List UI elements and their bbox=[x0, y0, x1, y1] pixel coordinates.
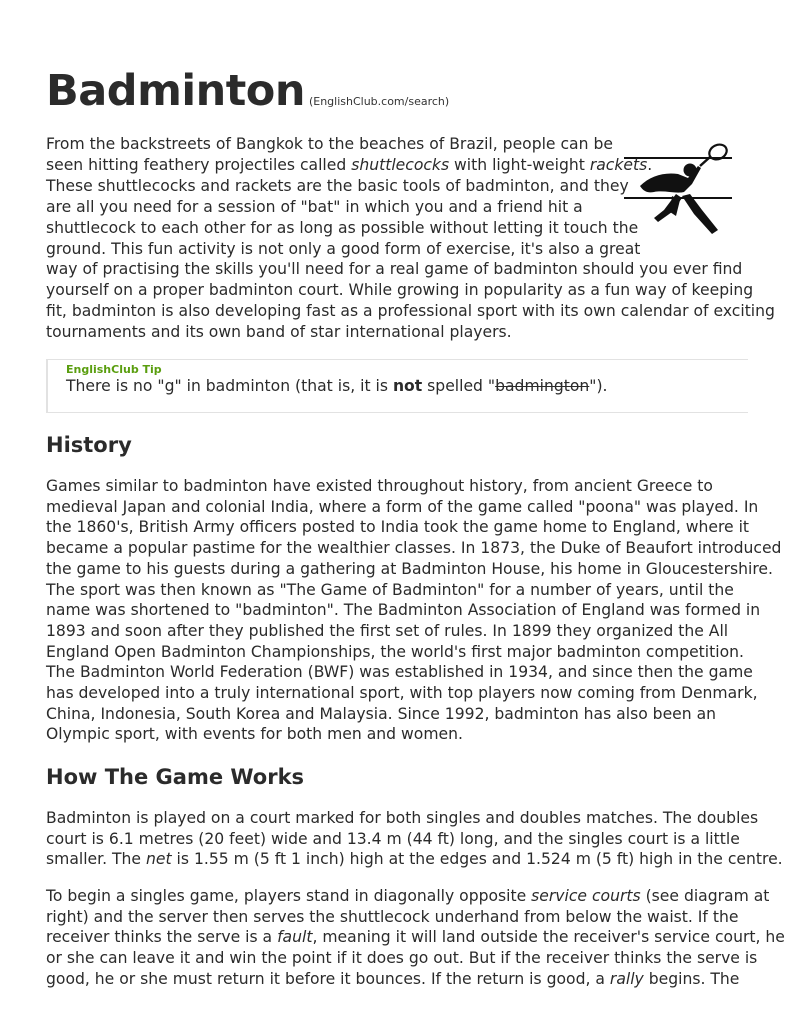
tip-label: EnglishClub Tip bbox=[66, 363, 162, 376]
article bbox=[46, 0, 785, 1024]
tip-box bbox=[46, 359, 748, 413]
how-line: court is 6.1 metres (20 feet) wide and 13.4 m (44 ft) long, and the singles court is a little bbox=[46, 829, 740, 848]
history-line: has developed into a truly international sport, with top players now coming from Denmark, bbox=[46, 684, 758, 703]
intro-line: tournaments and its own band of star international players. bbox=[46, 323, 512, 342]
title-row bbox=[46, 66, 449, 116]
history-line: medieval Japan and colonial India, where a form of the game called "poona" was played. In bbox=[46, 497, 759, 516]
history-heading: History bbox=[46, 433, 132, 457]
history-line: The sport was then known as "The Game of Badminton" for a number of years, until the bbox=[46, 580, 734, 599]
tip-text: There is no "g" in badminton (that is, it is not spelled "badmington"). bbox=[66, 377, 608, 395]
intro-line: yourself on a proper badminton court. While growing in popularity as a fun way of keeping bbox=[46, 281, 754, 300]
italic-term: rally bbox=[609, 969, 644, 988]
how-paragraph-2 bbox=[46, 886, 785, 990]
history-line: Olympic sport, with events for both men and women. bbox=[46, 725, 463, 744]
how-line: Badminton is played on a court marked for both singles and doubles matches. The doubles bbox=[46, 809, 759, 827]
how-line: or she can leave it and win the point if it does go out. But if the receiver thinks the serve is bbox=[46, 949, 758, 968]
history-line: became a popular pastime for the wealthier classes. In 1873, the Duke of Beaufort introduced bbox=[46, 539, 782, 558]
italic-term: shuttlecocks bbox=[351, 155, 450, 174]
history-paragraph bbox=[46, 476, 782, 745]
how-line: To begin a singles game, players stand in diagonally opposite service courts (see diagram at bbox=[46, 887, 770, 905]
intro-line: are all you need for a session of "bat" in which you and a friend hit a bbox=[46, 197, 583, 216]
intro-line: seen hitting feathery projectiles called shuttlecocks with light-weight rackets. bbox=[46, 155, 653, 174]
history-line: the game to his guests during a gathering at Badminton House, his home in Gloucestershire. bbox=[46, 559, 773, 578]
intro-line: From the backstreets of Bangkok to the beaches of Brazil, people can be bbox=[46, 135, 613, 153]
how-line: receiver thinks the serve is a fault, meaning it will land outside the receiver's service court, he bbox=[46, 928, 785, 947]
history-line: Games similar to badminton have existed throughout history, from ancient Greece to bbox=[46, 477, 713, 495]
intro-paragraph bbox=[46, 134, 775, 343]
italic-term: service courts bbox=[531, 887, 641, 905]
how-heading: How The Game Works bbox=[46, 765, 305, 789]
history-line: 1893 and soon after they published the first set of rules. In 1899 they organized the All bbox=[46, 621, 729, 640]
how-line: right) and the server then serves the shuttlecock underhand from below the waist. If the bbox=[46, 907, 739, 926]
italic-term: rackets bbox=[589, 155, 648, 174]
italic-term: fault bbox=[277, 928, 313, 947]
tip-misspelling: badmington bbox=[495, 377, 590, 395]
intro-line: ground. This fun activity is not only a good form of exercise, it's also a great bbox=[46, 239, 641, 258]
intro-line: fit, badminton is also developing fast as a professional sport with its own calendar of exciting bbox=[46, 302, 775, 321]
how-paragraph-1 bbox=[46, 808, 783, 870]
tip-emphasis: not bbox=[392, 377, 423, 395]
intro-line: These shuttlecocks and rackets are the basic tools of badminton, and they bbox=[46, 176, 629, 195]
history-line: China, Indonesia, South Korea and Malaysia. Since 1992, badminton has also been an bbox=[46, 704, 717, 723]
intro-line: shuttlecock to each other for as long as possible without letting it touch the bbox=[46, 218, 639, 237]
title-source-link[interactable]: (EnglishClub.com/search) bbox=[308, 95, 450, 108]
history-line: the 1860's, British Army officers posted to India took the game home to England, where it bbox=[46, 518, 750, 537]
how-line: smaller. The net is 1.55 m (5 ft 1 inch) high at the edges and 1.524 m (5 ft) high in the centre. bbox=[46, 850, 783, 869]
how-line: good, he or she must return it before it bounces. If the return is good, a rally begins. The bbox=[46, 969, 740, 988]
history-line: The Badminton World Federation (BWF) was established in 1934, and since then the game bbox=[46, 663, 753, 682]
italic-term: net bbox=[145, 850, 172, 869]
history-line: England Open Badminton Championships, the world's first major badminton competition. bbox=[46, 642, 744, 661]
history-line: name was shortened to "badminton". The Badminton Association of England was formed in bbox=[46, 601, 761, 620]
page-title: Badminton bbox=[46, 66, 305, 116]
intro-line: way of practising the skills you'll need for a real game of badminton should you ever find bbox=[46, 260, 743, 279]
